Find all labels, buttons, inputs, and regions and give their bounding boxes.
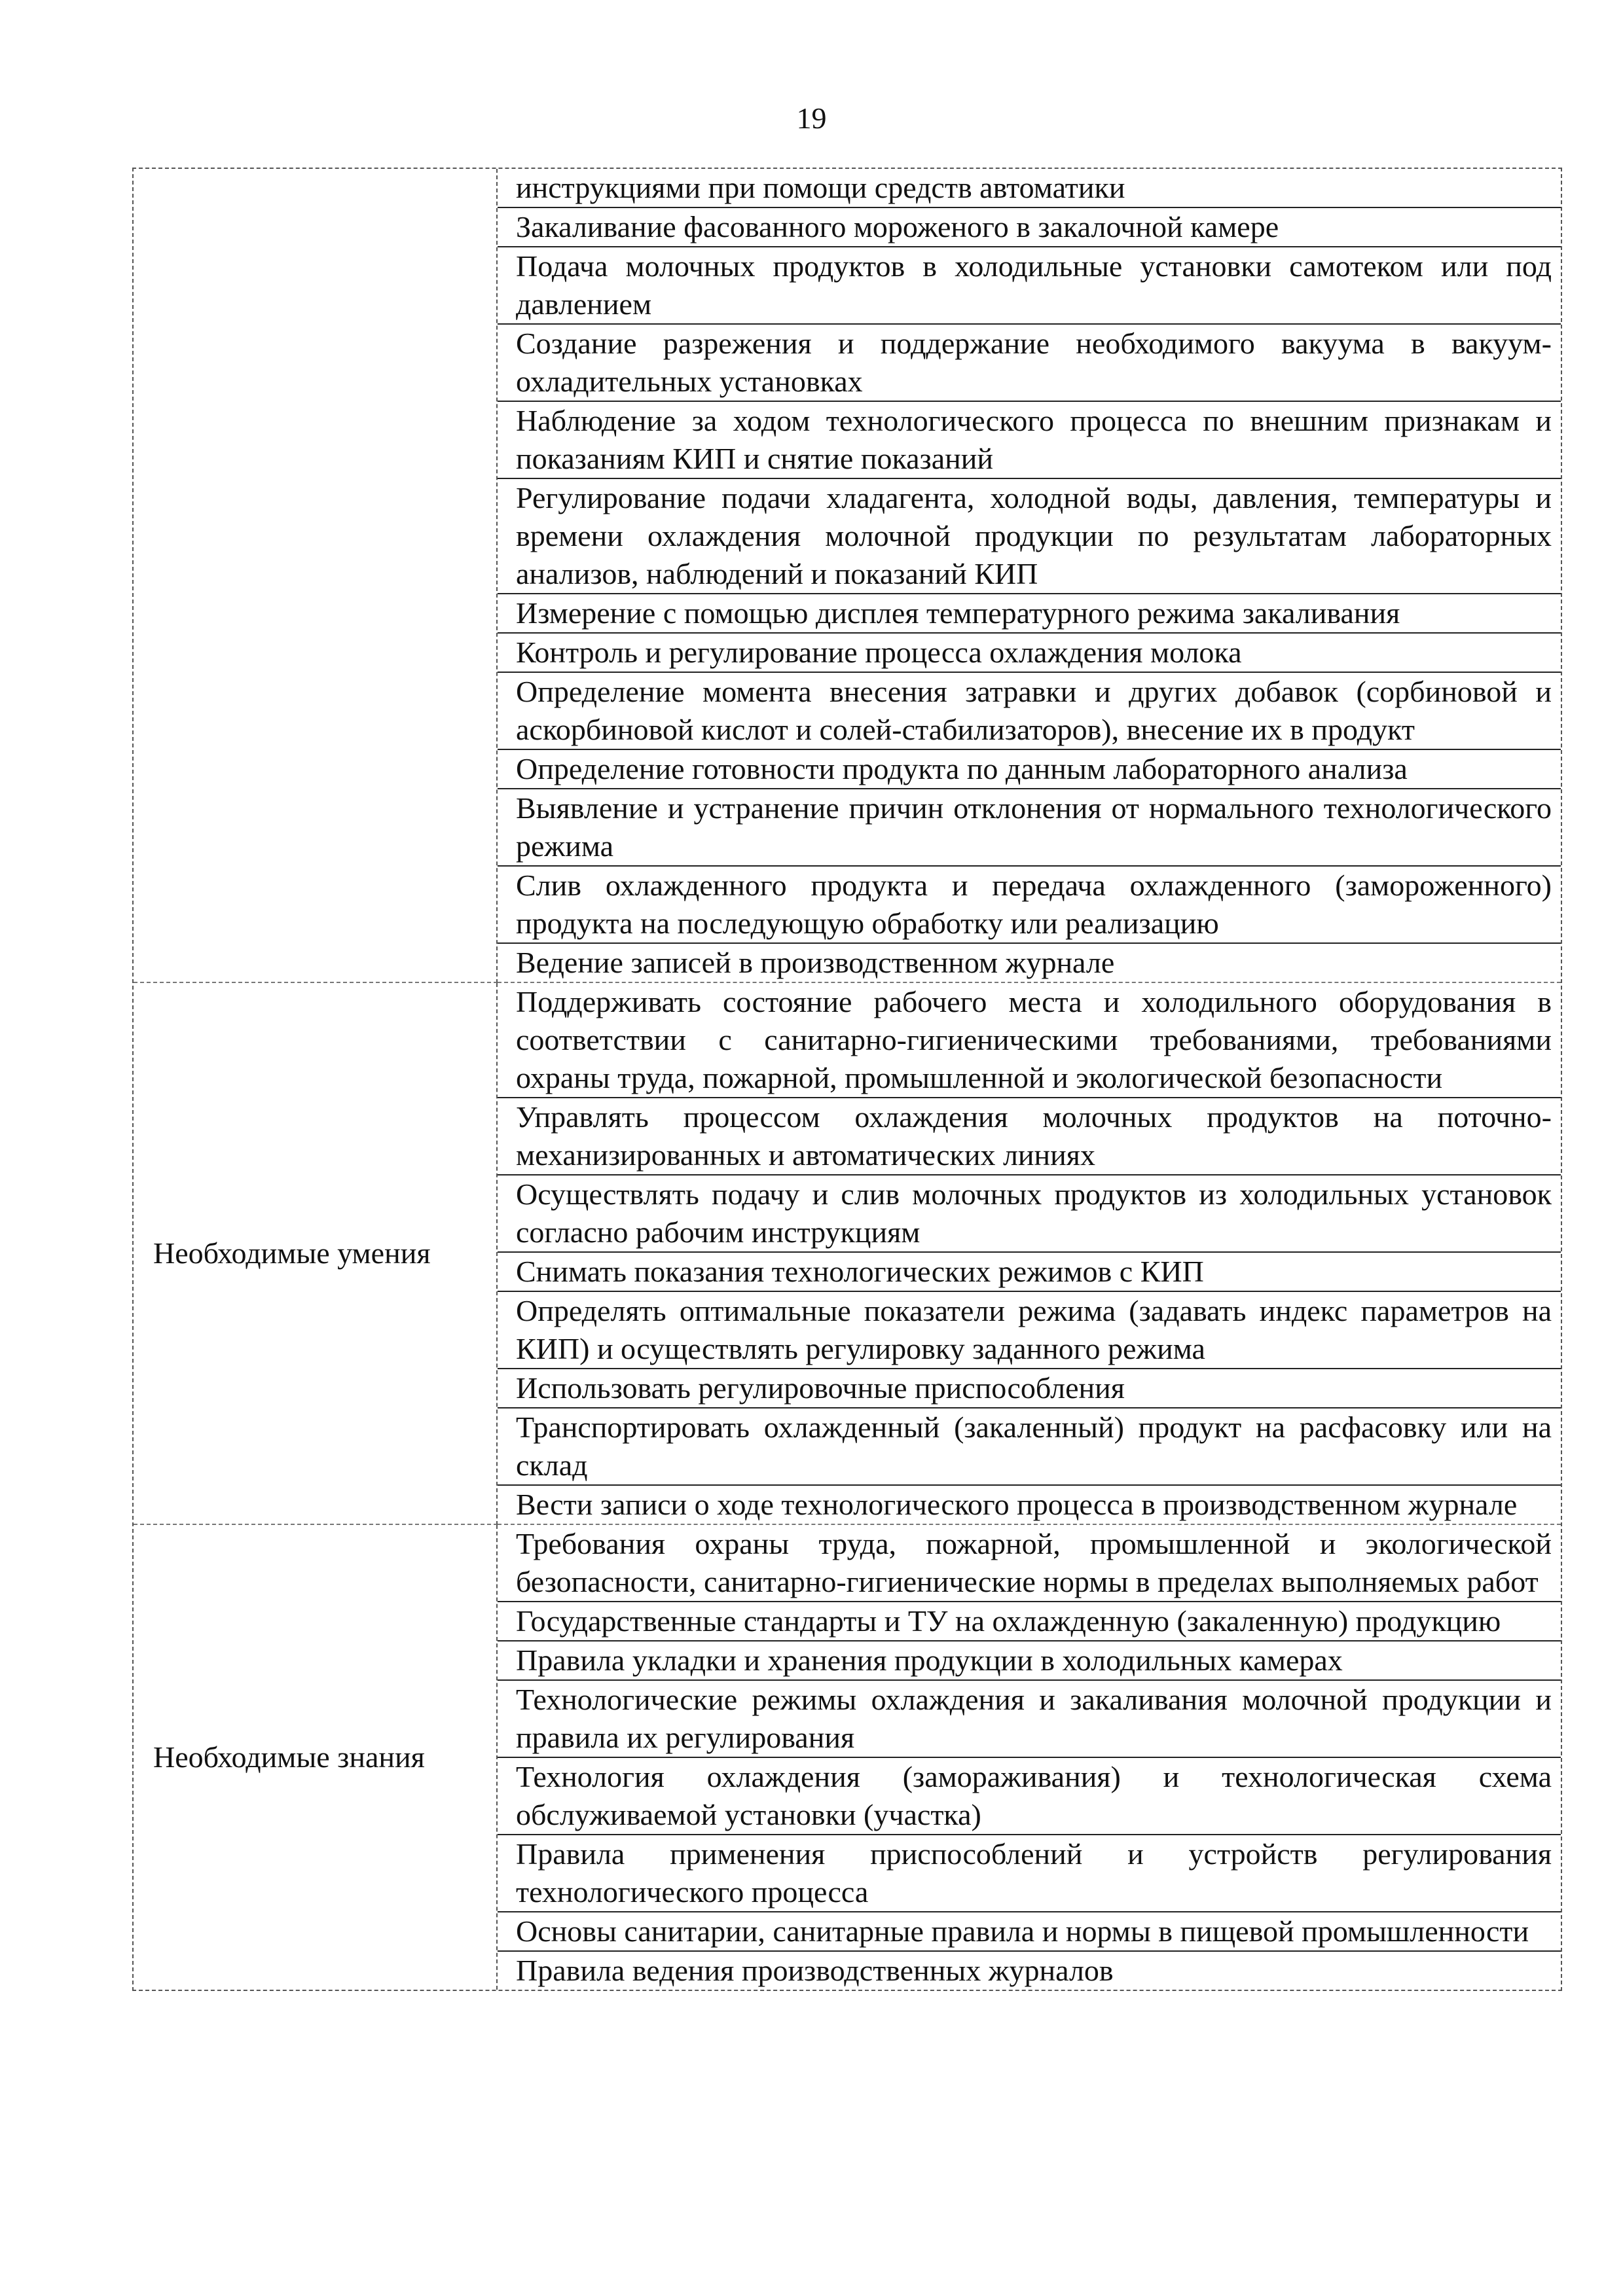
competency-table (132, 168, 1562, 1991)
table-row: Определение готовности продукта по данным лабораторного анализа (498, 750, 1561, 789)
table-row: Подача молочных продуктов в холодильные установки самотеком или под давлением (498, 247, 1561, 325)
page-number: 19 (796, 101, 827, 135)
table-row: Поддерживать состояние рабочего места и холодильного оборудования в соответствии с санитарно-гигиеническими требованиями, требованиями охраны труда, пожарной, промышленной и экологической безопасности (498, 983, 1561, 1098)
table-row: Определение момента внесения затравки и других добавок (сорбиновой и аскорбиновой кислот и солей-стабилизаторов), внесение их в продукт (498, 673, 1561, 750)
table-row: Измерение с помощью дисплея температурного режима закаливания (498, 594, 1561, 634)
table-row: Ведение записей в производственном журнале (516, 946, 1115, 979)
table-row: Требования охраны труда, пожарной, промышленной и экологической безопасности, санитарно-гигиенические нормы в пределах выполняемых работ (498, 1525, 1561, 1602)
table-row: Снимать показания технологических режимов с КИП (498, 1253, 1561, 1292)
table-row: Транспортировать охлажденный (закаленный) продукт на расфасовку или на склад (498, 1408, 1561, 1486)
table-row: Слив охлажденного продукта и передача охлажденного (замороженного) продукта на последующую обработку или реализацию (498, 867, 1561, 944)
table-row: Контроль и регулирование процесса охлаждения молока (498, 634, 1561, 673)
table-row: Использовать регулировочные приспособления (498, 1369, 1561, 1408)
table-row: Выявление и устранение причин отклонения от нормального технологического режима (498, 789, 1561, 867)
labor-actions-list (498, 169, 1561, 983)
table-row: Осуществлять подачу и слив молочных продуктов из холодильных установок согласно рабочим инструкциям (498, 1175, 1561, 1253)
table-row: Регулирование подачи хладагента, холодной воды, давления, температуры и времени охлаждения молочной продукции по результатам лабораторных анализов, наблюдений и показаний КИП (498, 479, 1561, 594)
table-row: Основы санитарии, санитарные правила и нормы в пищевой промышленности (498, 1912, 1561, 1952)
table-row: Определять оптимальные показатели режима (задавать индекс параметров на КИП) и осуществлять регулировку заданного режима (498, 1292, 1561, 1369)
table-row: Создание разрежения и поддержание необходимого вакуума в вакуум-охладительных установках (498, 325, 1561, 402)
table-row: инструкциями при помощи средств автоматики (498, 169, 1561, 208)
table-row: Вести записи о ходе технологического процесса в производственном журнале (516, 1488, 1518, 1521)
group-label-cell (134, 169, 498, 983)
knowledge-list (498, 1525, 1561, 1990)
group-label-cell (134, 1525, 498, 1990)
knowledge-label: Необходимые знания (153, 1740, 425, 1774)
skills-list (498, 983, 1561, 1525)
table-row: Правила применения приспособлений и устройств регулирования технологического процесса (498, 1835, 1561, 1912)
group-label-cell (134, 983, 498, 1525)
table-row: Наблюдение за ходом технологического процесса по внешним признакам и показаниям КИП и снятие показаний (498, 402, 1561, 479)
skills-label: Необходимые умения (153, 1236, 431, 1270)
table-row: Технологические режимы охлаждения и закаливания молочной продукции и правила их регулирования (498, 1681, 1561, 1758)
table-row: Правила ведения производственных журналов (516, 1954, 1114, 1987)
table-row: Правила укладки и хранения продукции в холодильных камерах (498, 1641, 1561, 1681)
table-row: Государственные стандарты и ТУ на охлажденную (закаленную) продукцию (498, 1602, 1561, 1641)
table-row: Закаливание фасованного мороженого в закалочной камере (498, 208, 1561, 247)
table-row: Технология охлаждения (замораживания) и технологическая схема обслуживаемой установки (участка) (498, 1758, 1561, 1835)
table-row: Управлять процессом охлаждения молочных продуктов на поточно-механизированных и автоматических линиях (498, 1098, 1561, 1175)
